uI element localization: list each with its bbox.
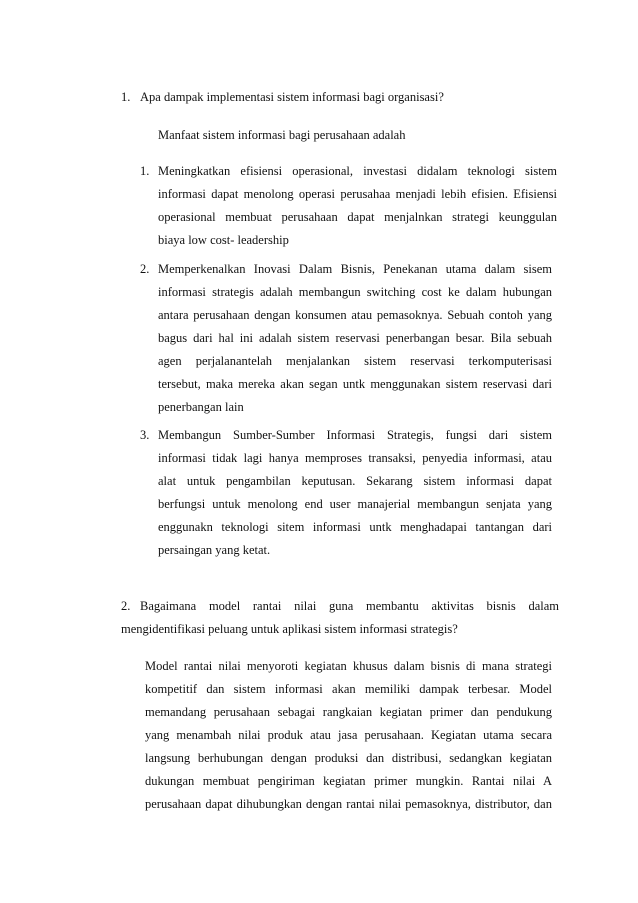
list-item-line: Memperkenalkan Inovasi Dalam Bisnis, Penekanan utama dalam sisem (158, 262, 552, 276)
answer-line: kompetitif dan sistem informasi akan memiliki dampak terbesar. Model (145, 682, 552, 696)
list-item-line: informasi tidak lagi hanya memproses transaksi, penyedia informasi, atau (158, 451, 552, 465)
question-1-number: 1. (121, 90, 131, 104)
list-item-number: 1. (140, 164, 150, 178)
list-item-line: enggunakn teknologi sitem informasi untk menghadapai tantangan dari (158, 520, 552, 534)
list-item-line: Meningkatkan efisiensi operasional, investasi didalam teknologi sistem (158, 164, 557, 178)
answer-line: langsung berhubungan dengan produksi dan distribusi, sedangkan kegiatan (145, 751, 552, 765)
list-item-line: alat untuk pengambilan keputusan. Sekarang sistem informasi dapat (158, 474, 552, 488)
list-item-line: Membangun Sumber-Sumber Informasi Strategis, fungsi dari sistem (158, 428, 552, 442)
question-2-text-line: Bagaimana model rantai nilai guna membantu aktivitas bisnis dalam (140, 599, 559, 613)
list-item-line: informasi strategis adalah membangun switching cost ke dalam hubungan (158, 285, 552, 299)
list-item-line: tersebut, maka mereka akan segan untk menggunakan sistem reservasi dari (158, 377, 552, 391)
list-item-line: operasional membuat perusahaan dapat menjalnkan strategi keunggulan (158, 210, 557, 224)
question-1-text: Apa dampak implementasi sistem informasi bagi organisasi? (140, 90, 444, 104)
list-item-number: 3. (140, 428, 150, 442)
list-item-line: penerbangan lain (158, 400, 244, 414)
list-item-line: agen perjalanantelah menjalankan sistem reservasi terkomputerisasi (158, 354, 552, 368)
list-item-line: informasi dapat menolong operasi perusahaa menjadi lebih efisien. Efisiensi (158, 187, 557, 201)
answer-line: perusahaan dapat dihubungkan dengan rantai nilai pemasoknya, distributor, dan (145, 797, 552, 811)
list-item-line: berfungsi untuk menolong end user manajerial membangun senjata yang (158, 497, 552, 511)
answer-line: Model rantai nilai menyoroti kegiatan khusus dalam bisnis di mana strategi (145, 659, 552, 673)
question-1-intro: Manfaat sistem informasi bagi perusahaan adalah (158, 128, 406, 142)
list-item-number: 2. (140, 262, 150, 276)
list-item-line: bagus dari hal ini adalah sistem reservasi penerbangan besar. Bila sebuah (158, 331, 552, 345)
list-item-line: antara perusahaan dengan konsumen atau pemasoknya. Sebuah contoh yang (158, 308, 552, 322)
question-2-text-line: mengidentifikasi peluang untuk aplikasi sistem informasi strategis? (121, 622, 458, 636)
answer-line: memandang perusahaan sebagai rangkaian kegiatan primer dan pendukung (145, 705, 552, 719)
list-item-line: persaingan yang ketat. (158, 543, 271, 557)
question-2-number: 2. (121, 599, 131, 613)
answer-line: yang menambah nilai produk atau jasa perusahaan. Kegiatan utama secara (145, 728, 552, 742)
answer-line: dukungan membuat pengiriman kegiatan primer mungkin. Rantai nilai A (145, 774, 552, 788)
list-item-line: biaya low cost- leadership (158, 233, 289, 247)
